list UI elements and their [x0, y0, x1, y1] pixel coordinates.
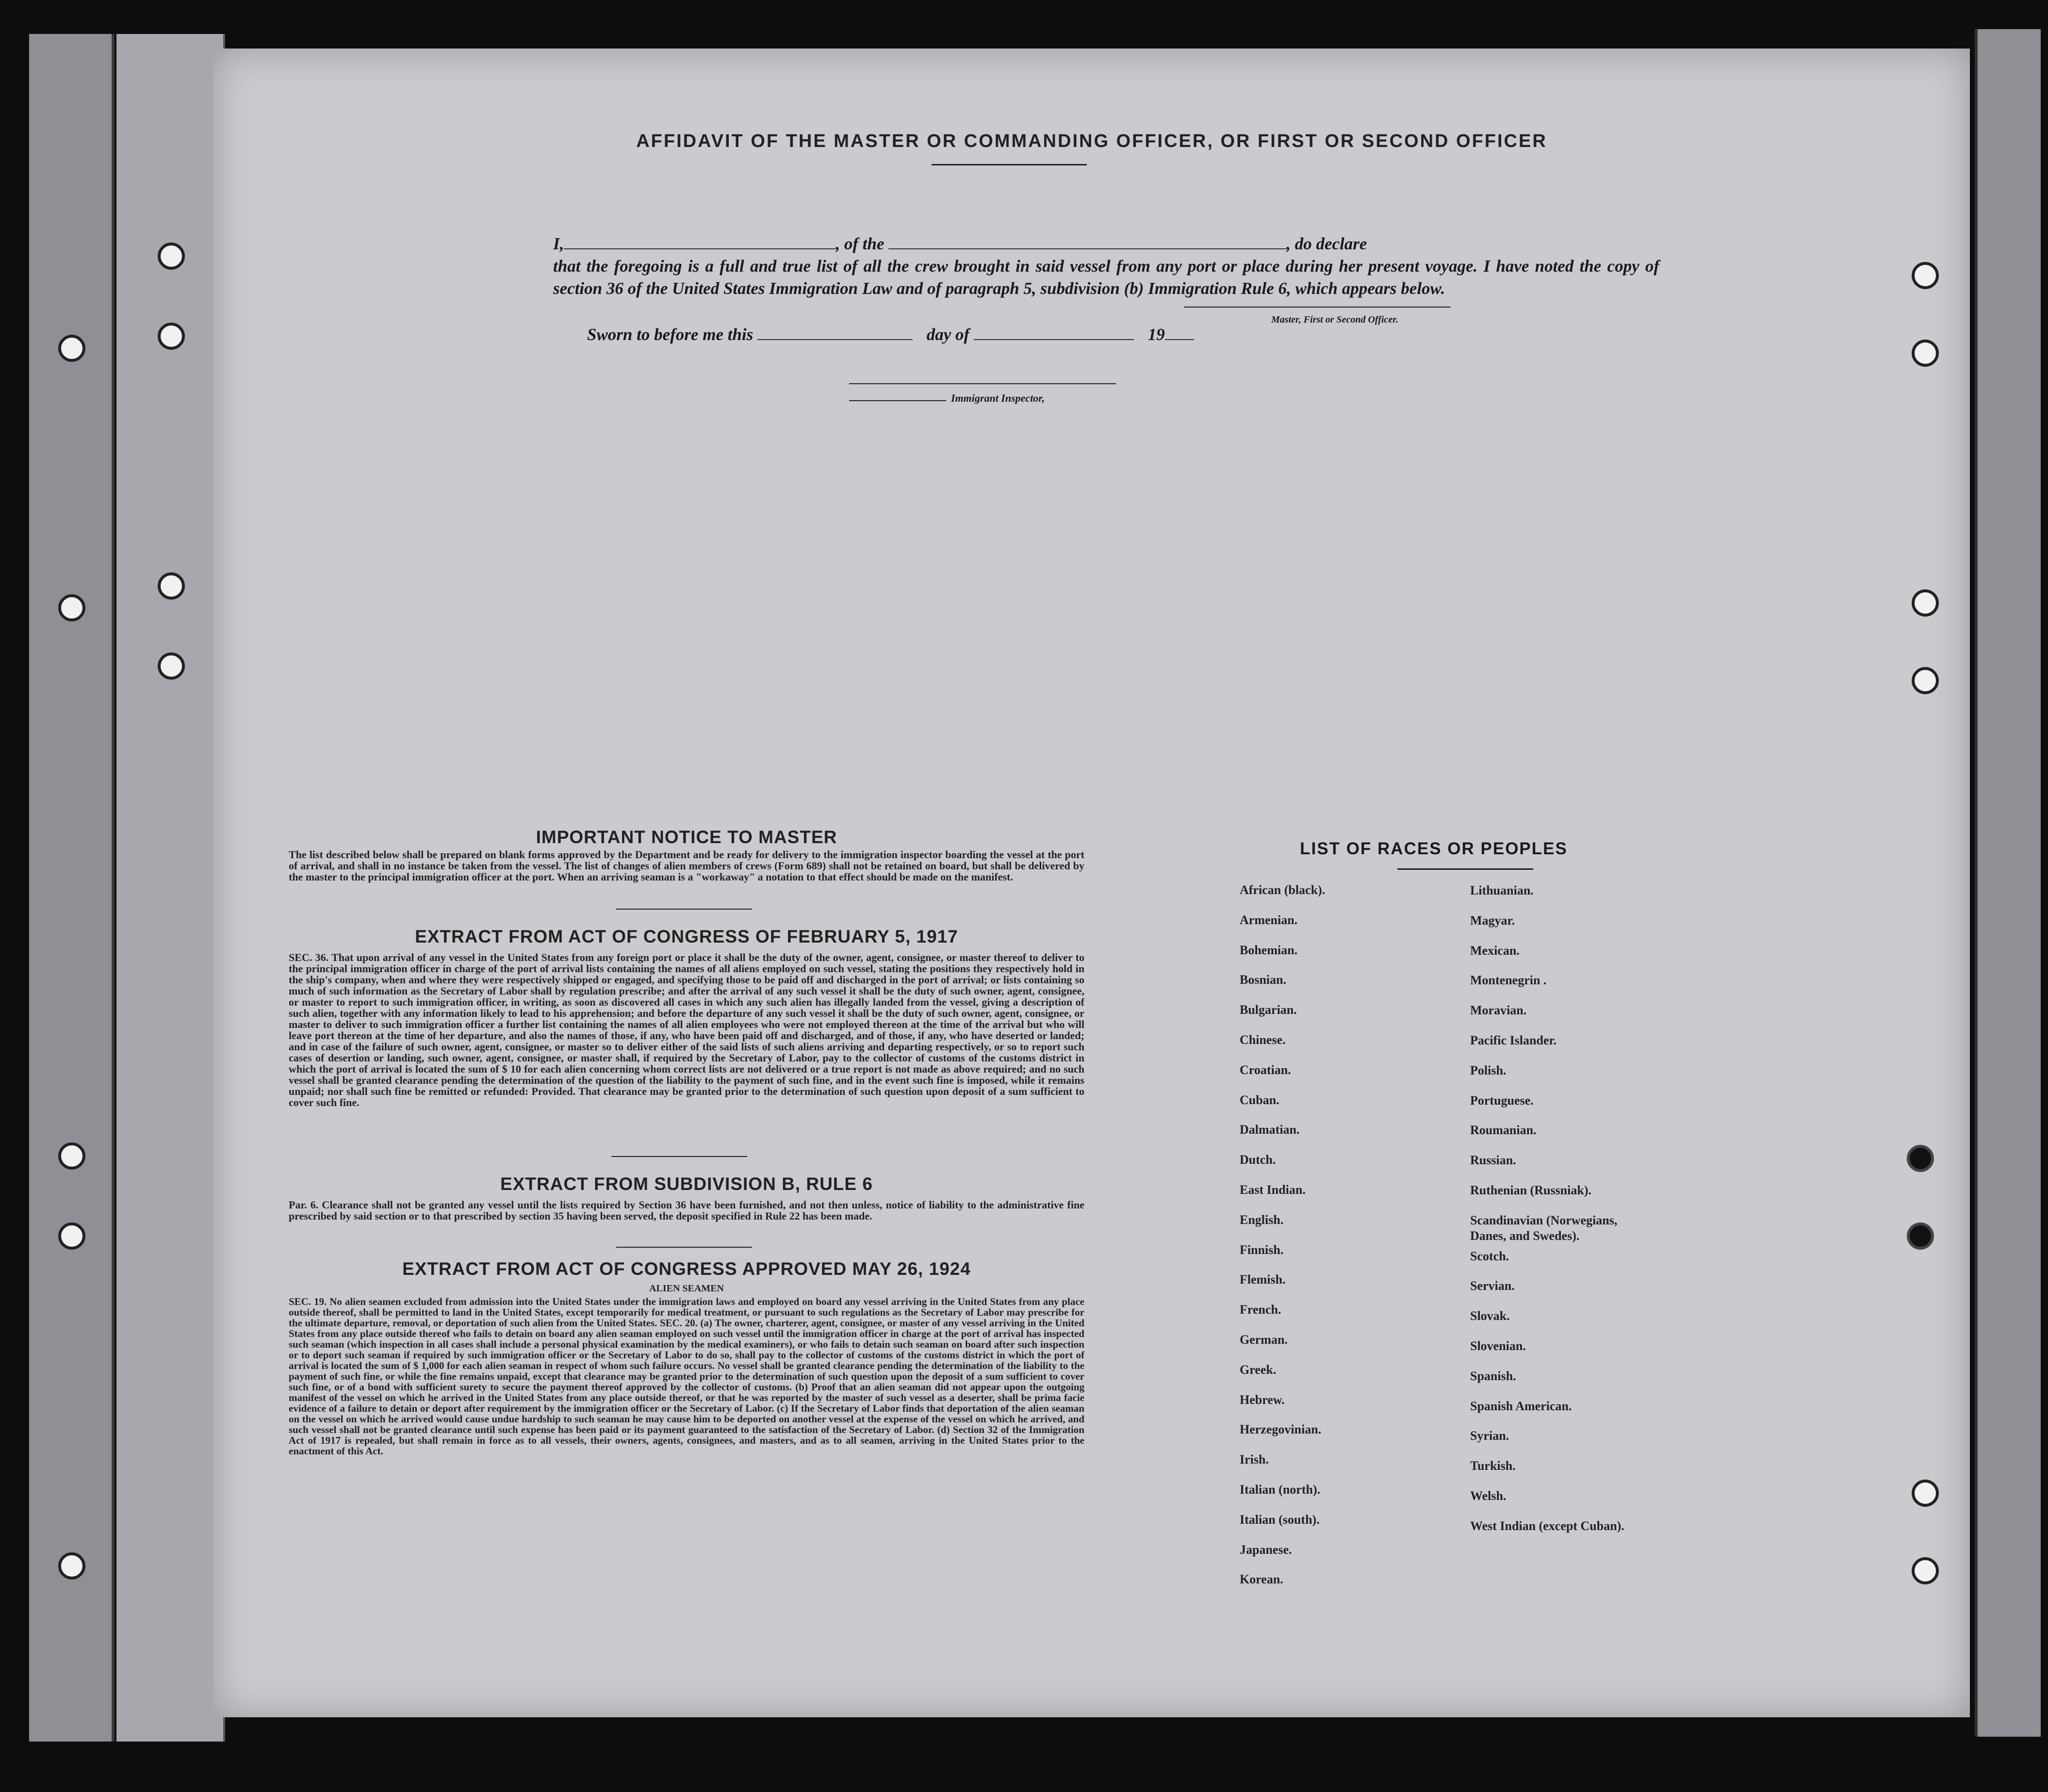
race-item: Greek. — [1240, 1362, 1277, 1377]
race-item: Montenegrin . — [1470, 973, 1547, 988]
race-item: Moravian. — [1470, 1003, 1527, 1018]
divider — [616, 909, 752, 910]
right-page-edge — [1975, 29, 2041, 1737]
race-item: Chinese. — [1240, 1033, 1286, 1047]
race-item: English. — [1240, 1212, 1284, 1227]
race-item: Magyar. — [1470, 913, 1515, 928]
punch-hole — [1912, 1557, 1939, 1584]
race-item: East Indian. — [1240, 1183, 1306, 1197]
extract-1924-subheading: ALIEN SEAMEN — [649, 1283, 724, 1294]
punch-hole — [58, 1142, 85, 1170]
race-item: Pacific Islander. — [1470, 1033, 1557, 1047]
vessel-blank[interactable] — [888, 248, 1286, 249]
binder-strip — [29, 34, 115, 1742]
divider — [611, 1156, 747, 1157]
extract-1917-text: SEC. 36. That upon arrival of any vessel in the United States from any foreign port or place it shall be the duty of the owner, agent, consignee, or master thereof to deliver to the principal immigration officer in charge of the port of arrival lists containing the names of all aliens employed on such vessel, stating the positions they respectively hold in the ship's company, when and where they were respectively shipped or engaged, and specifying those to be paid off and discharged in the port of arrival; or lists containing so much of such information as the Secretary of Labor shall by regulation prescribe; and after the arrival of any such vessel it shall be the duty of such owner, agent, consignee, or master to report to such immigration officer, in writing, as soon as discovered all cases in which any such alien has illegally landed from the vessel, giving a description of such alien, together with any information likely to lead to his apprehension; and before the departure of any such vessel it shall be the duty of such owner, agent, consignee, or master to deliver to such immigration officer a further list containing the names of all alien employees who were not employed thereon at the time of the arrival but who will leave port thereon at the time of her departure, and also the names of those, if any, who have been paid off and discharged, and of those, if any, who have deserted or landed; and in case of the failure of such owner, agent, consignee, or master so to deliver either of the said lists of such aliens arriving and departing respectively, or so to report such cases of desertion or landing, such owner, agent, consignee, or master shall, if required by the Secretary of Labor, pay to the collector of customs of the customs district in which the port of arrival is located the sum of $ 10 for each alien concerning whom correct lists are not delivered or a true report is not made as above required; and no such vessel shall be granted clearance pending the determination of the question of the liability to the payment of such fine, and in the event such fine is imposed, while it remains unpaid; nor shall such fine be remitted or refunded: Provided. That clearance may be granted prior to the determination of such question upon deposit of a sum sufficient to cover such fine. — [289, 951, 1084, 1108]
punch-hole — [1907, 1145, 1934, 1172]
race-item: Lithuanian. — [1470, 883, 1534, 897]
punch-hole — [58, 1552, 85, 1580]
race-item: Roumanian. — [1470, 1123, 1537, 1138]
race-item: Bohemian. — [1240, 943, 1298, 957]
races-underline — [1397, 868, 1533, 870]
extract-1924-heading: EXTRACT FROM ACT OF CONGRESS APPROVED MAY 26, 1924 — [402, 1259, 971, 1279]
extract-1917-heading: EXTRACT FROM ACT OF CONGRESS OF FEBRUARY 5, 1917 — [415, 927, 958, 946]
punch-hole — [1907, 1222, 1934, 1250]
race-item: Croatian. — [1240, 1062, 1291, 1077]
race-item: Russian. — [1470, 1153, 1516, 1168]
signature-line[interactable] — [1184, 307, 1451, 308]
punch-hole — [1912, 340, 1939, 367]
races-title: LIST OF RACES OR PEOPLES — [1300, 839, 1568, 858]
race-item: Dalmatian. — [1240, 1123, 1300, 1137]
notice-heading: IMPORTANT NOTICE TO MASTER — [536, 827, 837, 847]
race-item: Bulgarian. — [1240, 1003, 1297, 1017]
inspector-line-top — [849, 383, 1116, 384]
race-item: Scandinavian (Norwegians, Danes, and Swedes). — [1470, 1213, 1618, 1243]
divider — [616, 1247, 752, 1248]
race-item: Mexican. — [1470, 943, 1520, 958]
punch-hole — [1912, 1480, 1939, 1507]
race-item: Dutch. — [1240, 1153, 1276, 1167]
race-item: French. — [1240, 1303, 1281, 1317]
extract-1924-text: SEC. 19. No alien seamen excluded from admission into the United States under the immigration laws and employed on board any vessel arriving in the United States from any place outside thereof, shall be permitted to land in the United States, except temporarily for medical treatment, or pursuant to such regulations as the Secretary of Labor may prescribe for the ultimate departure, removal, or deportation of such alien from the United States. SEC. 20. (a) The owner, charterer, agent, consignee, or master of any vessel arriving in the United States from any place outside thereof who fails to detain on board any alien seaman employed on such vessel until the immigration officer in charge at the port of arrival has inspected such seaman (which inspection in all cases shall include a personal physical examination by the medical examiners), or who fails to detain such seaman on board after such inspection or to deport such seaman if required by such immigration officer or the Secretary of Labor to do so, shall pay to the collector of customs of the customs district in which the port of arrival is located the sum of $ 1,000 for each alien seaman in respect of whom such failure occurs. No vessel shall be granted clearance pending the determination of the liability to the payment of such fine, or while the fine remains unpaid, except that clearance may be granted prior to the determination of such question upon the deposit of a sum sufficient to cover such fine, or of a bond with sufficient surety to secure the payment thereof approved by the collector of customs. (b) Proof that an alien seaman did not appear upon the outgoing manifest of the vessel on which he arrived in the United States from any place outside thereof, or that he was reported by the master of such vessel as a deserter, shall be prima facie evidence of a failure to detain or deport after requirement by the immigration officer or the Secretary of Labor. (c) If the Secretary of Labor finds that deportation of the alien seaman on the vessel on which he arrived would cause undue hardship to such seaman he may cause him to be deported on another vessel at the expense of the vessel on which he arrived, and such vessel shall not be granted clearance until such expense has been paid or its payment guaranteed to the satisfaction of the Secretary of Labor. (d) Section 32 of the Immigration Act of 1917 is repealed, but shall remain in force as to all vessels, their owners, agents, consignees, and masters, and as to all seamen, arriving in the United States prior to the enactment of this Act. — [289, 1296, 1084, 1457]
binder-inner-strip — [116, 34, 225, 1742]
race-item: Irish. — [1240, 1452, 1269, 1467]
race-item: Spanish American. — [1470, 1399, 1572, 1413]
punch-hole — [58, 594, 85, 621]
punch-hole — [158, 572, 185, 600]
declaration-end: , do declare — [1286, 234, 1367, 253]
race-item: Korean. — [1240, 1572, 1283, 1587]
race-item: Spanish. — [1470, 1368, 1516, 1383]
race-item: Turkish. — [1470, 1459, 1516, 1473]
extract-rule6-heading: EXTRACT FROM SUBDIVISION B, RULE 6 — [500, 1174, 873, 1194]
sworn-month-blank[interactable] — [974, 339, 1134, 340]
year-blank[interactable] — [1165, 339, 1194, 340]
punch-hole — [58, 1222, 85, 1250]
race-item: Welsh. — [1470, 1489, 1507, 1503]
affidavit-title: AFFIDAVIT OF THE MASTER OR COMMANDING OFFICER, OR FIRST OR SECOND OFFICER — [636, 131, 1547, 151]
inspector-label: Immigrant Inspector, — [951, 392, 1045, 404]
declaration-i: I, — [553, 234, 564, 253]
punch-hole — [58, 335, 85, 362]
race-item: Italian (south). — [1240, 1512, 1320, 1527]
signature-label: Master, First or Second Officer. — [1271, 314, 1398, 325]
punch-hole — [158, 652, 185, 680]
race-item: Bosnian. — [1240, 973, 1287, 987]
race-item: German. — [1240, 1333, 1288, 1347]
name-blank[interactable] — [564, 248, 836, 249]
inspector-line[interactable] — [849, 400, 946, 401]
race-item: African (black). — [1240, 883, 1326, 897]
declaration-body: that the foregoing is a full and true list of all the crew brought in said vessel from any port or place during her present voyage. I have noted the copy of section 36 of the United States Immigration Law and of paragraph 5, subdivision (b) Immigration Rule 6, which appears below. — [553, 257, 1659, 298]
race-item: Finnish. — [1240, 1242, 1284, 1257]
manifest-page — [213, 49, 1970, 1717]
year-prefix: 19 — [1147, 325, 1165, 344]
race-item: Slovak. — [1470, 1309, 1510, 1323]
race-item: Armenian. — [1240, 912, 1298, 927]
extract-rule6-text: Par. 6. Clearance shall not be granted any vessel until the lists required by Section 36 have been furnished, and not then unless, notice of liability to the administrative fine prescribed by said section or to that prescribed by section 35 having been served, the deposit specified in Rule 22 has been made. — [289, 1199, 1084, 1222]
race-item: Portuguese. — [1470, 1093, 1534, 1108]
notice-text: The list described below shall be prepared on blank forms approved by the Department and be ready for delivery to the immigration inspector boarding the vessel at the port of arrival, and shall in no instance be taken from the vessel. The list of changes of alien members of crews (Form 689) shall not be retained on board, but shall be delivered by the master to the principal immigration officer at the port. When an arriving seaman is a "workaway" a notation to that effect should be made on the manifest. — [289, 848, 1084, 883]
race-item: Ruthenian (Russniak). — [1470, 1183, 1591, 1197]
race-item: Hebrew. — [1240, 1392, 1285, 1407]
race-item: Servian. — [1470, 1279, 1515, 1293]
title-underline — [932, 164, 1087, 165]
sworn-day-blank[interactable] — [757, 339, 913, 340]
race-item: Cuban. — [1240, 1092, 1279, 1107]
race-item: Flemish. — [1240, 1272, 1286, 1287]
declaration-first-line — [553, 233, 1659, 255]
punch-hole — [1912, 262, 1939, 289]
race-item: Syrian. — [1470, 1429, 1509, 1443]
race-item: West Indian (except Cuban). — [1470, 1518, 1624, 1533]
punch-hole — [158, 323, 185, 350]
punch-hole — [1912, 589, 1939, 617]
day-of-label: day of — [926, 325, 970, 344]
punch-hole — [1912, 667, 1939, 694]
race-item: Slovenian. — [1470, 1339, 1526, 1353]
declaration-block — [553, 233, 1659, 300]
race-item: Herzegovinian. — [1240, 1422, 1322, 1437]
race-item: Italian (north). — [1240, 1482, 1321, 1497]
race-item: Polish. — [1470, 1063, 1507, 1077]
declaration-of-the: , of the — [836, 234, 885, 253]
punch-hole — [158, 243, 185, 270]
sworn-line — [587, 325, 1194, 344]
sworn-label: Sworn to before me this — [587, 325, 754, 344]
race-item: Japanese. — [1240, 1542, 1292, 1557]
race-item: Scotch. — [1470, 1249, 1509, 1263]
